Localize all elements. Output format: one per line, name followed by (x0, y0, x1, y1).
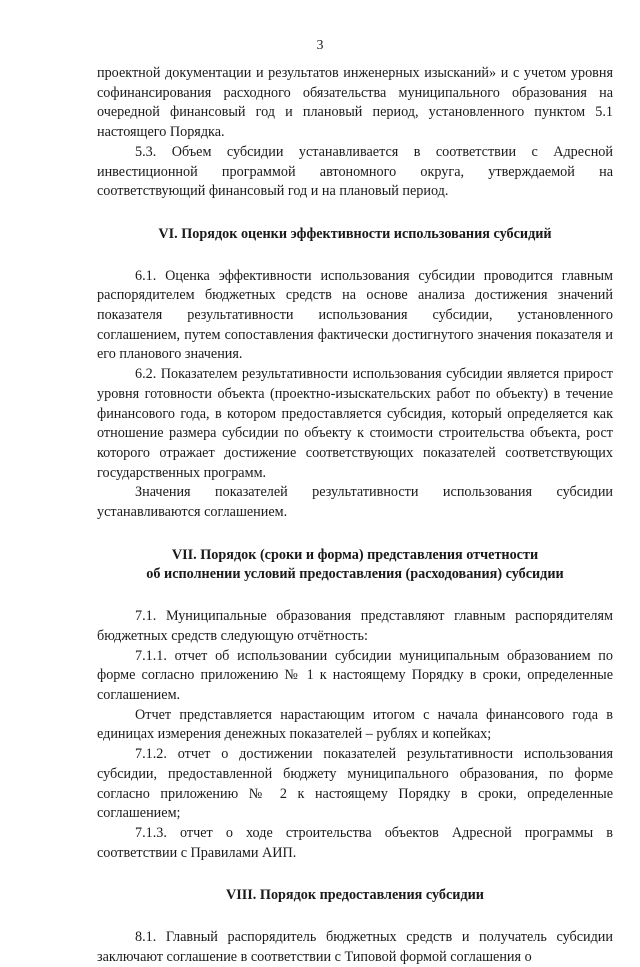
paragraph-7-1: 7.1. Муниципальные образования представляют главным распорядителям бюджетных средств следующую отчётность: (97, 608, 613, 644)
paragraph-7-1-1: 7.1.1. отчет об использовании субсидии муниципальным образованием по форме согласно приложению № 1 к настоящему Порядку в сроки, определенные соглашением. (97, 647, 613, 703)
section-vii-heading-line1: VII. Порядок (сроки и форма) представления отчетности (171, 546, 539, 563)
section-viii-heading: VIII. Порядок предоставления субсидии (226, 887, 484, 904)
paragraph-8-1: 8.1. Главный распорядитель бюджетных средств и получатель субсидии заключают соглашение в соответствии с Типовой формой соглашения о (97, 929, 613, 965)
paragraph-7-1-2: 7.1.2. отчет о достижении показателей результативности использования субсидии, предоставленной бюджету муниципального образования, по форме согласно приложению № 2 к настоящему Порядку в сроки, определенные соглашением; (97, 746, 613, 822)
section-vi-heading: VI. Порядок оценки эффективности использования субсидий (158, 225, 552, 242)
paragraph-7-1-1-note: Отчет представляется нарастающим итогом с начала финансового года в единицах измерения денежных показателей – рублях и копейках; (97, 706, 613, 743)
paragraph-6-2-values: Значения показателей результативности использования субсидии устанавливаются соглашением. (97, 484, 613, 521)
paragraph-5-2-continuation: проектной документации и результатов инженерных изысканий» и с учетом уровня софинансирования расходного обязательства муниципального образования на очередной финансовый год и плановый период, установленного пунктом 5.1 настоящего Порядка. (97, 65, 613, 141)
paragraph-6-1: 6.1. Оценка эффективности использования субсидии проводится главным распорядителем бюджетных средств на основе анализа достижения значений показателя результативности использования субсидии, установленного соглашением, путем сопоставления фактически достигнутого значения показателя и его планового значения. (97, 267, 613, 363)
section-vii-heading-line2: об исполнении условий предоставления (расходования) субсидии (146, 566, 564, 583)
page-number: 3 (316, 38, 324, 53)
paragraph-7-1-3: 7.1.3. отчет о ходе строительства объектов Адресной программы в соответствии с Правилами АИП. (97, 824, 613, 861)
document-body (97, 64, 613, 967)
paragraph-6-2: 6.2. Показателем результативности использования субсидии является прирост уровня готовности объекта (проектно-изыскательских работ по объекту) в течение финансового года, в котором предоставляется субсидия, который определяется как отношение размера субсидии по объекту к стоимости строительства объекта, рост которого отражает достижение соответствующих показателей соответствующих государственных программ. (97, 366, 613, 481)
paragraph-5-3: 5.3. Объем субсидии устанавливается в соответствии с Адресной инвестиционной программой автономного округа, утверждаемой на соответствующий финансовый год и на плановый период. (97, 143, 613, 200)
